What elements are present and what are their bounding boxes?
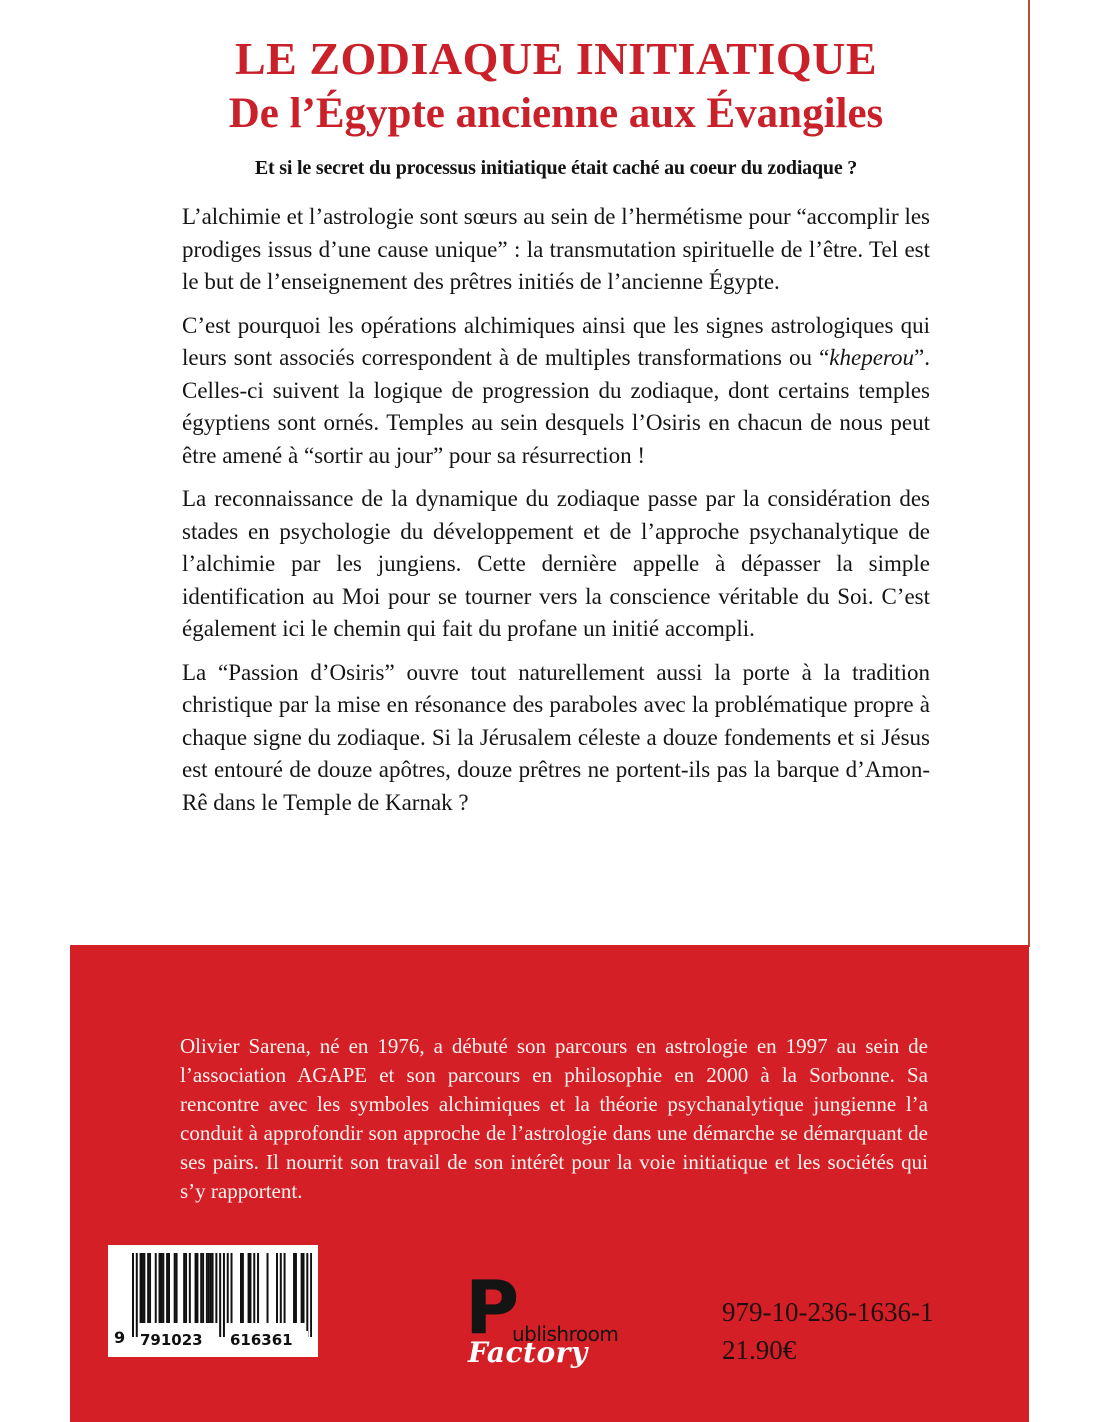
isbn-number: 979-10-236-1636-1: [722, 1297, 934, 1327]
barcode-digits-left: 791023: [140, 1331, 218, 1349]
p2-italic-kheperou: kheperou: [829, 345, 915, 370]
price: 21.90€: [722, 1335, 797, 1365]
synopsis-paragraph-4: La “Passion d’Osiris” ouvre tout naturellement aussi la porte à la tradition christique par la mise en résonance des paraboles avec la problématique propre à chaque signe du zodiaque. Si la Jérusalem céleste a douze fondements et si Jésus est entouré de douze apôtres, douze prêtres ne portent-ils pas la barque d’Amon-Rê dans le Temple de Karnak ?: [182, 659, 930, 815]
hook-line: Et si le secret du processus initiatique était caché au coeur du zodiaque ?: [254, 157, 858, 179]
barcode-digits-right: 616361: [230, 1331, 308, 1349]
isbn-price-block: [722, 1293, 933, 1369]
synopsis-paragraph-3: La reconnaissance de la dynamique du zodiaque passe par la considération des stades en psychologie du développement et de l’approche psychanalytique de l’alchimie par les jungiens. Cette dernière appelle à dépasser la simple identification au Moi pour se tourner vers la conscience véritable du Soi. C’est également ici le chemin qui fait du profane un initié accompli.: [182, 486, 930, 641]
book-subtitle: De l’Égypte ancienne aux Évangiles: [228, 89, 884, 137]
publishroom-factory-logo: [465, 1265, 685, 1375]
barcode: [108, 1245, 318, 1357]
p2-after: ”. Celles-ci suivent la logique de progression du zodiaque, dont certains temples égyptiens sont ornés. Temples au sein desquels l’Osiris en chacun de nous peut être amené à “sortir au jour” pour sa résurrection !: [182, 345, 930, 468]
title-block: [182, 34, 930, 137]
synopsis-paragraph-2: [182, 310, 930, 473]
logo-publishroom-text: ublishroom: [512, 1322, 619, 1346]
synopsis: [182, 201, 930, 830]
p2-before: C’est pourquoi les opérations alchimiques ainsi que les signes astrologiques qui leurs sont associés correspondent à de multiples transformations ou “: [182, 312, 930, 370]
spine-trim-line: [1028, 0, 1030, 947]
synopsis-paragraph-1: L’alchimie et l’astrologie sont sœurs au sein de l’hermétisme pour “accomplir les prodiges issus d’une cause unique” : la transmutation spirituelle de l’être. Tel est le but de l’enseignement des prêtres initiés de l’ancienne Égypte.: [182, 204, 930, 294]
footer-red-block: [70, 945, 1029, 1422]
barcode-digit-first: 9: [114, 1328, 126, 1347]
logo-factory-text: Factory: [468, 1336, 588, 1369]
author-bio: Olivier Sarena, né en 1976, a débuté son parcours en astrologie en 1997 au sein de l’association AGAPE et son parcours en philosophie en 2000 à la Sorbonne. Sa rencontre avec les symboles alchimiques et la théorie psychanalytique jungienne l’a conduit à approfondir son approche de l’astrologie dans une démarche se démarquant de ses pairs. Il nourrit son travail de son intérêt pour la voie initiatique et les sociétés qui s’y rapportent.: [180, 1034, 928, 1203]
logo-letter-p: P: [465, 1265, 520, 1351]
barcode-bars: [132, 1253, 312, 1337]
book-title: LE ZODIAQUE INITIATIQUE: [234, 33, 878, 84]
